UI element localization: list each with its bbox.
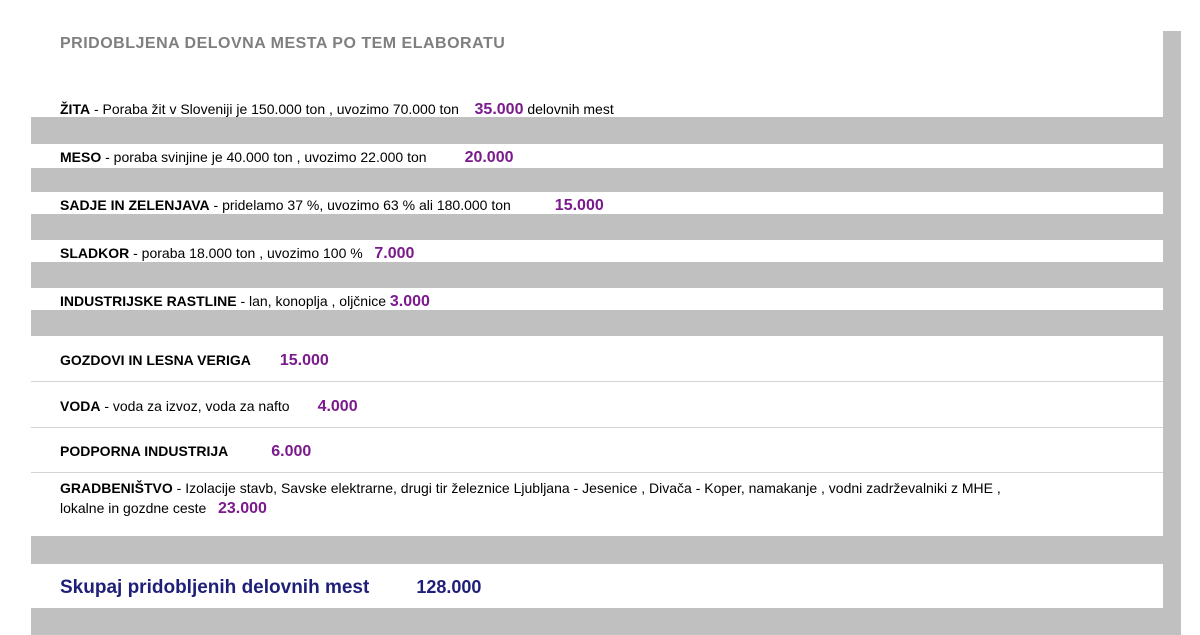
- table-row: [60, 397, 358, 416]
- row-text: - poraba svinjine je 40.000 ton , uvozimo 22.000 ton: [101, 149, 427, 165]
- row-label: GRADBENIŠTVO: [60, 480, 173, 496]
- row-label: ŽITA: [60, 101, 91, 117]
- row-value: 4.000: [317, 398, 358, 415]
- table-row: [60, 100, 614, 119]
- total-row: [60, 576, 481, 599]
- row-value: 35.000: [474, 101, 524, 118]
- row-value: 23.000: [218, 500, 267, 517]
- row-text: - pridelamo 37 %, uvozimo 63 % ali 180.000 ton: [209, 197, 511, 213]
- row-label: PODPORNA INDUSTRIJA: [60, 443, 229, 459]
- row-text: - voda za izvoz, voda za nafto: [100, 398, 290, 414]
- row-label: VODA: [60, 398, 101, 414]
- row-text: - poraba 18.000 ton , uvozimo 100 %: [129, 245, 363, 261]
- row-label: MESO: [60, 149, 102, 165]
- row-text: - Poraba žit v Sloveniji je 150.000 ton , uvozimo 70.000 ton: [90, 101, 459, 117]
- row-text: - Izolacije stavb, Savske elektrarne, drugi tir železnice Ljubljana - Jesenice , Divača - Koper, namakanje , vodni zadrževalniki z MHE ,: [172, 480, 1001, 496]
- row-label: GOZDOVI IN LESNA VERIGA: [60, 352, 251, 368]
- table-row: [60, 351, 329, 370]
- row-divider: [31, 427, 1163, 428]
- total-value: 128.000: [416, 577, 482, 597]
- table-row: [60, 244, 414, 263]
- row-label: SADJE IN ZELENJAVA: [60, 197, 210, 213]
- row-value: 20.000: [464, 149, 514, 166]
- document-frame: [31, 31, 1181, 635]
- row-value: 6.000: [271, 443, 312, 460]
- row-text: - lan, konoplja , oljčnice: [236, 293, 386, 309]
- row-divider: [31, 381, 1163, 382]
- table-row: [60, 292, 430, 311]
- row-label: INDUSTRIJSKE RASTLINE: [60, 293, 237, 309]
- row-value: 7.000: [374, 245, 415, 262]
- table-row: [60, 196, 604, 215]
- total-label: Skupaj pridobljenih delovnih mest: [60, 577, 370, 598]
- table-row: [60, 148, 514, 167]
- table-row: [60, 479, 1001, 497]
- row-divider: [31, 472, 1163, 473]
- table-row: [60, 442, 311, 461]
- row-value: 15.000: [279, 352, 329, 369]
- page-title: PRIDOBLJENA DELOVNA MESTA PO TEM ELABORATU: [60, 35, 506, 52]
- row-value: 3.000: [389, 293, 430, 310]
- title-band: [31, 31, 1163, 95]
- table-row-continuation: [60, 499, 267, 518]
- row-label: SLADKOR: [60, 245, 130, 261]
- row-value: 15.000: [554, 197, 604, 214]
- row-suffix: delovnih mest: [523, 101, 614, 117]
- row-text: lokalne in gozdne ceste: [60, 500, 207, 516]
